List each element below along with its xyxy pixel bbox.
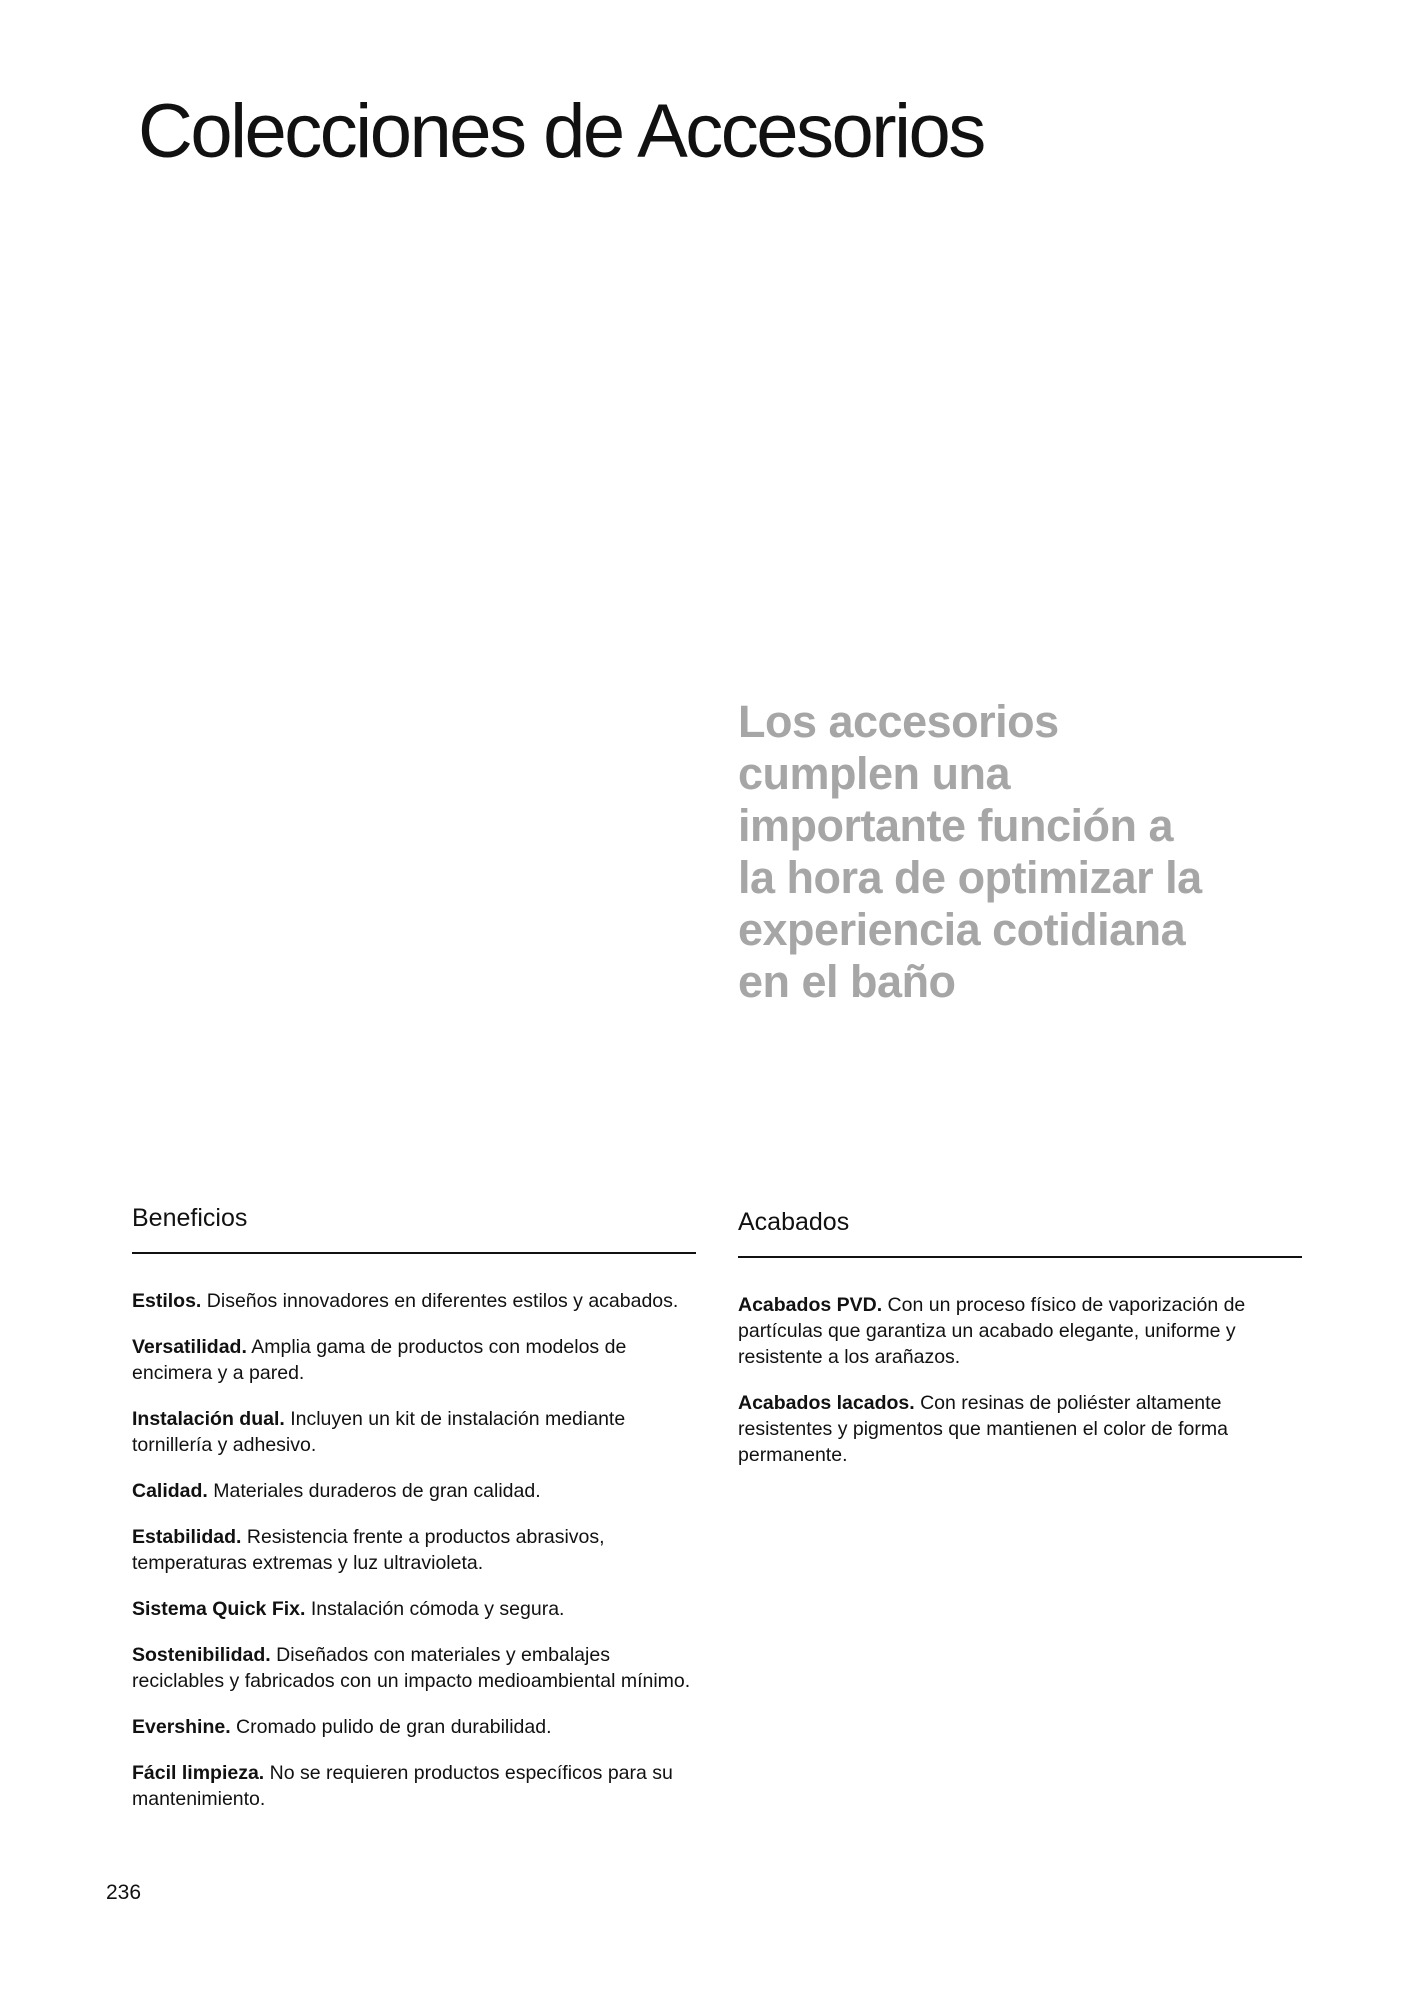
benefit-item — [132, 1288, 696, 1314]
finish-term: Acabados lacados. — [738, 1392, 915, 1414]
finish-text: Con resinas de poliéster altamente resistentes y pigmentos que mantienen el color de forma permanente. — [738, 1392, 1228, 1466]
benefit-term: Sostenibilidad. — [132, 1644, 271, 1666]
benefit-item — [132, 1596, 696, 1622]
benefit-text: Diseños innovadores en diferentes estilos y acabados. — [201, 1290, 679, 1312]
benefit-item — [132, 1760, 696, 1812]
benefit-text: Incluyen un kit de instalación mediante tornillería y adhesivo. — [132, 1408, 626, 1456]
benefit-text: Materiales duraderos de gran calidad. — [207, 1480, 541, 1502]
benefit-text: No se requieren productos específicos para su mantenimiento. — [132, 1762, 673, 1810]
benefit-text: Diseñados con materiales y embalajes reciclables y fabricados con un impacto medioambiental mínimo. — [132, 1644, 691, 1692]
benefit-term: Estilos. — [132, 1290, 202, 1312]
benefit-term: Estabilidad. — [132, 1526, 242, 1548]
tagline-line: experiencia cotidiana — [738, 904, 1186, 955]
benefit-item — [132, 1406, 696, 1458]
benefit-item — [132, 1478, 696, 1504]
tagline-line: la hora de optimizar la — [738, 852, 1202, 903]
benefit-term: Versatilidad. — [132, 1336, 247, 1358]
tagline-line: Los accesorios — [738, 696, 1059, 747]
benefit-term: Fácil limpieza. — [132, 1762, 265, 1784]
benefit-term: Evershine. — [132, 1716, 231, 1738]
benefit-item — [132, 1524, 696, 1576]
benefit-item — [132, 1334, 696, 1386]
benefit-text: Amplia gama de productos con modelos de encimera y a pared. — [132, 1336, 627, 1384]
tagline-line: cumplen una — [738, 748, 1011, 799]
finish-item — [738, 1292, 1302, 1370]
benefit-item — [132, 1714, 696, 1740]
benefit-text: Resistencia frente a productos abrasivos, temperaturas extremas y luz ultravioleta. — [132, 1526, 605, 1574]
intro-tagline — [738, 696, 1258, 1008]
finish-term: Acabados PVD. — [738, 1294, 883, 1316]
benefit-term: Sistema Quick Fix. — [132, 1598, 306, 1620]
finish-text: Con un proceso físico de vaporización de partículas que garantiza un acabado elegante, uniforme y resistente a los arañazos. — [738, 1294, 1246, 1368]
benefit-text: Instalación cómoda y segura. — [305, 1598, 565, 1620]
benefit-item — [132, 1642, 696, 1694]
benefit-term: Calidad. — [132, 1480, 208, 1502]
page-number: 236 — [106, 1881, 142, 1904]
acabados-section — [738, 1206, 1302, 1488]
finish-item — [738, 1390, 1302, 1468]
benefit-term: Instalación dual. — [132, 1408, 285, 1430]
page-title: Colecciones de Accesorios — [138, 89, 984, 174]
tagline-line: en el baño — [738, 956, 956, 1007]
tagline-line: importante función a — [738, 800, 1174, 851]
beneficios-heading: Beneficios — [132, 1202, 696, 1254]
acabados-heading: Acabados — [738, 1206, 1302, 1258]
beneficios-section — [132, 1202, 696, 1832]
benefit-text: Cromado pulido de gran durabilidad. — [230, 1716, 552, 1738]
beneficios-list — [132, 1288, 696, 1812]
acabados-list — [738, 1292, 1302, 1468]
